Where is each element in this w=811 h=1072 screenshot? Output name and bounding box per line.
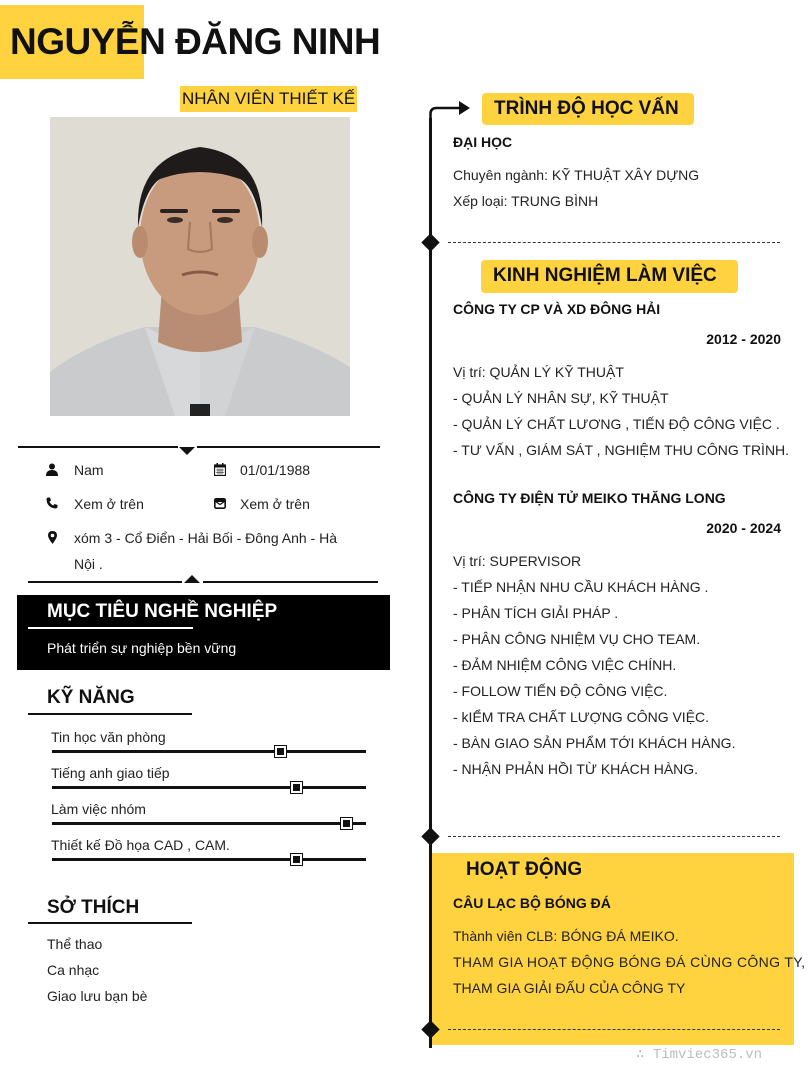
address-line-2: Nội . (74, 556, 103, 572)
skill-level-knob (341, 818, 352, 829)
education-major: Chuyên ngành: KỸ THUẬT XÂY DỰNG (453, 167, 700, 183)
skill-level-knob (291, 854, 302, 865)
phone-icon (45, 496, 59, 510)
job-line: - FOLLOW TIẾN ĐỘ CÔNG VIỆC. (453, 683, 668, 699)
profile-photo (50, 117, 350, 416)
triangle-down-icon (179, 447, 195, 455)
objective-underline (28, 627, 193, 629)
email-value: Xem ở trên (240, 496, 310, 512)
activities-title: HOẠT ĐỘNG (466, 859, 583, 880)
hobbies-underline (28, 922, 192, 924)
contact-divider-top-right (197, 446, 380, 448)
job-line: - QUẢN LÝ CHẤT LƯƠNG , TIẾN ĐỘ CÔNG VIỆC . (453, 416, 780, 432)
job-line: - PHÂN TÍCH GIẢI PHÁP . (453, 605, 619, 621)
education-level: ĐẠI HỌC (453, 134, 513, 150)
skills-title: KỸ NĂNG (47, 687, 135, 708)
hobby-item: Ca nhạc (47, 962, 100, 978)
section-dashed-divider (448, 242, 780, 243)
phone-value: Xem ở trên (74, 496, 144, 512)
section-dashed-divider (448, 1029, 780, 1030)
contact-divider-top-left (18, 446, 178, 448)
envelope-icon (213, 496, 227, 510)
contact-divider-bottom-left (28, 581, 182, 583)
objective-title: MỤC TIÊU NGHỀ NGHIỆP (47, 601, 278, 622)
job-line: - kIỂM TRA CHẤT LƯỢNG CÔNG VIỆC. (453, 709, 710, 725)
map-marker-icon (45, 530, 59, 544)
education-rank: Xếp loại: TRUNG BÌNH (453, 193, 599, 209)
timeline-diamond-icon (421, 827, 439, 845)
job-line: - ĐẢM NHIỆM CÔNG VIỆC CHÍNH. (453, 657, 677, 673)
skill-slider-track (52, 786, 366, 789)
skill-label: Tin học văn phòng (51, 729, 166, 745)
skill-level-knob (291, 782, 302, 793)
job-line: - NHẬN PHẢN HỒI TỪ KHÁCH HÀNG. (453, 761, 699, 777)
skill-level-knob (275, 746, 286, 757)
experience-title: KINH NGHIỆM LÀM VIỆC (493, 265, 717, 286)
activity-club: CÂU LẠC BỘ BÓNG ĐÁ (453, 895, 611, 911)
job-line: Vị trí: QUẢN LÝ KỸ THUẬT (453, 364, 624, 380)
job-company: CÔNG TY CP VÀ XD ĐÔNG HẢI (453, 301, 661, 317)
user-icon (45, 462, 59, 476)
timeline-line (429, 118, 432, 1048)
hobby-item: Giao lưu bạn bè (47, 988, 148, 1004)
activity-line: Thành viên CLB: BÓNG ĐÁ MEIKO. (453, 928, 679, 944)
hobbies-title: SỞ THÍCH (47, 897, 140, 918)
job-company: CÔNG TY ĐIỆN TỬ MEIKO THĂNG LONG (453, 490, 726, 506)
skill-slider-track (52, 822, 366, 825)
gender-value: Nam (74, 462, 104, 478)
job-line: - TIẾP NHẬN NHU CẦU KHÁCH HÀNG . (453, 579, 709, 595)
activity-line: THAM GIA HOẠT ĐỘNG BÓNG ĐÁ CÙNG CÔNG TY, (453, 954, 806, 970)
job-years: 2012 - 2020 (706, 331, 781, 347)
job-line: Vị trí: SUPERVISOR (453, 553, 582, 569)
section-dashed-divider (448, 836, 780, 837)
job-title: NHÂN VIÊN THIẾT KẾ (180, 86, 357, 112)
skill-label: Thiết kế Đồ họa CAD , CAM. (51, 837, 230, 853)
job-line: - BÀN GIAO SẢN PHẨM TỚI KHÁCH HÀNG. (453, 735, 736, 751)
hobby-item: Thể thao (47, 936, 103, 952)
triangle-up-icon (184, 575, 200, 583)
timeline-arrow-icon (425, 98, 475, 120)
watermark: ∴ Timviec365.vn (636, 1047, 763, 1063)
job-years: 2020 - 2024 (706, 520, 781, 536)
contact-divider-bottom-right (203, 581, 378, 583)
job-line: - QUẢN LÝ NHÂN SỰ, KỸ THUẬT (453, 390, 669, 406)
skill-label: Tiếng anh giao tiếp (51, 765, 170, 781)
timeline-diamond-icon (421, 233, 439, 251)
objective-text: Phát triển sự nghiệp bền vững (47, 640, 237, 656)
education-title: TRÌNH ĐỘ HỌC VẤN (494, 98, 679, 119)
candidate-name: NGUYỄN ĐĂNG NINH (10, 21, 381, 62)
job-line: - TƯ VẤN , GIÁM SÁT , NGHIỆM THU CÔNG TRÌNH. (453, 442, 790, 458)
skill-slider-track (52, 750, 366, 753)
skill-slider-track (52, 858, 366, 861)
calendar-icon (213, 462, 227, 476)
activity-line: THAM GIA GIẢI ĐẤU CỦA CÔNG TY (453, 980, 686, 996)
address-line-1: xóm 3 - Cổ Điển - Hải Bối - Đông Anh - Hà (74, 530, 337, 546)
skill-label: Làm việc nhóm (51, 801, 146, 817)
birthday-value: 01/01/1988 (240, 462, 311, 478)
job-line: - PHÂN CÔNG NHIỆM VỤ CHO TEAM. (453, 631, 701, 647)
skills-underline (28, 713, 192, 715)
